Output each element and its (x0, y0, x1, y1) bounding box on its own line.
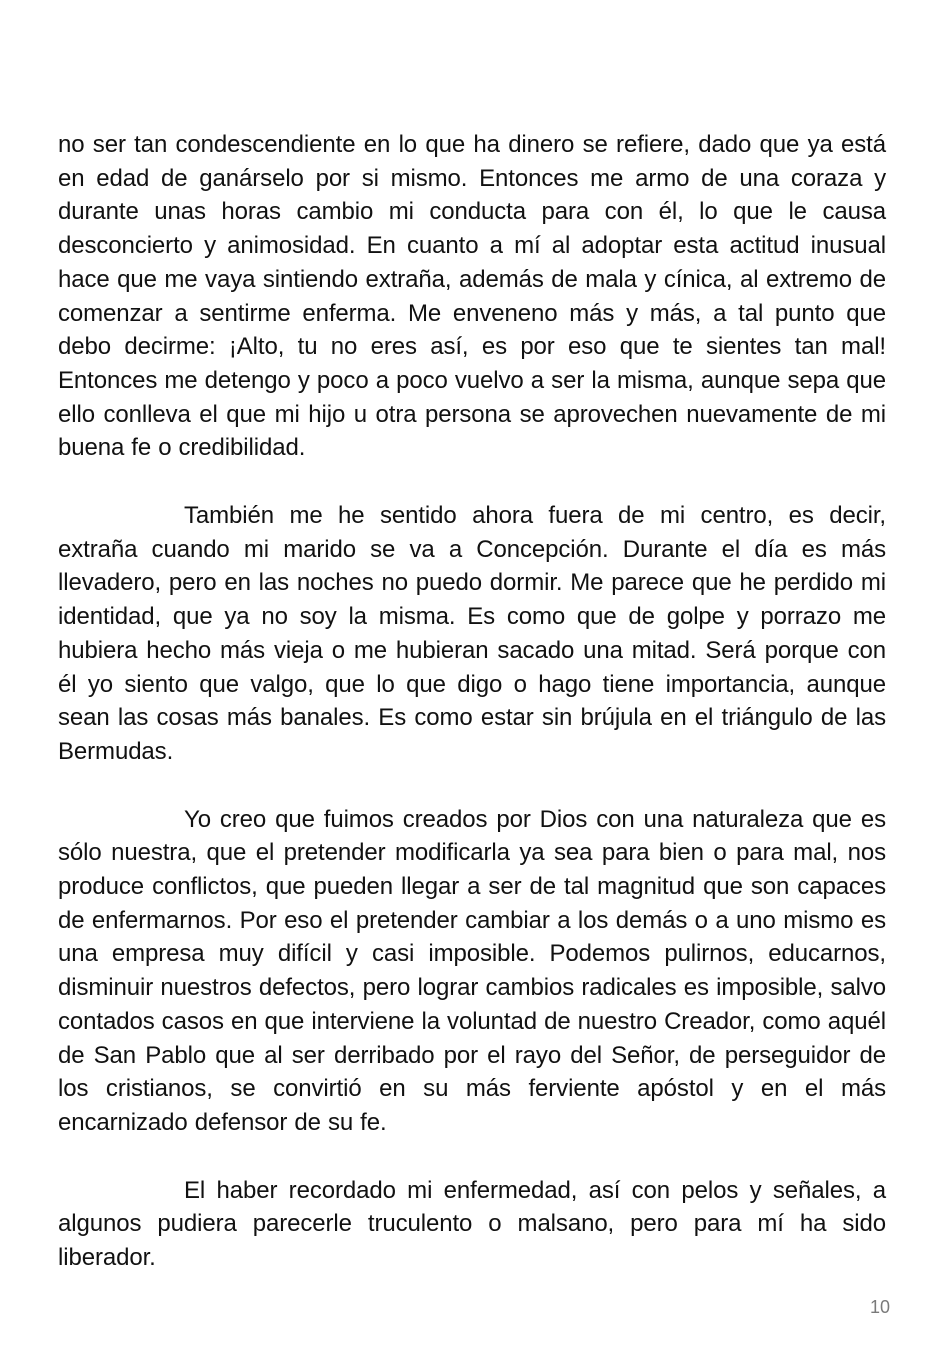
paragraph-4: El haber recordado mi enfermedad, así con pelos y señales, a algunos pudiera parecerle truculento o malsano, pero para mí ha sido liberador. (58, 1176, 886, 1272)
paragraph-3: Yo creo que fuimos creados por Dios con una naturaleza que es sólo nuestra, que el pretender modificarla ya sea para bien o para mal, nos produce conflictos, que pueden llegar a ser de tal magnitud que son capaces de enfermarnos. Por eso el pretender cambiar a los demás o a uno mismo es una empresa muy difícil y casi imposible. Podemos pulirnos, educarnos, disminuir nuestros defectos, pero lograr cambios radicales es imposible, salvo contados casos en que interviene la voluntad de nuestro Creador, como aquél de San Pablo que al ser derribado por el rayo del Señor, de perseguidor de los cristianos, se convirtió en su más ferviente apóstol y en el más encarnizado defensor de su fe. (58, 805, 886, 1136)
page-number: 10 (869, 1297, 890, 1317)
paragraph-1: no ser tan condescendiente en lo que ha dinero se refiere, dado que ya está en edad de ganárselo por si mismo. Entonces me armo de una coraza y durante unas horas cambio mi conducta para con él, lo que le causa desconcierto y animosidad. En cuanto a mí al adoptar esta actitud inusual hace que me vaya sintiendo extraña, además de mala y cínica, al extremo de comenzar a sentirme enferma. Me enveneno más y más, a tal punto que debo decirme: ¡Alto, tu no eres así, es por eso que te sientes tan mal! Entonces me detengo y poco a poco vuelvo a ser la misma, aunque sepa que ello conlleva el que mi hijo u otra persona se aprovechen nuevamente de mi buena fe o credibilidad. (58, 131, 886, 462)
paragraph-2: También me he sentido ahora fuera de mi centro, es decir, extraña cuando mi marido se va a Concepción. Durante el día es más llevadero, pero en las noches no puedo dormir. Me parece que he perdido mi identidad, que ya no soy la misma. Es como que de golpe y porrazo me hubiera hecho más vieja o me hubieran sacado una mitad. Será porque con él yo siento que valgo, que lo que digo o hago tiene importancia, aunque sean las cosas más banales. Es como estar sin brújula en el triángulo de las Bermudas. (58, 502, 886, 765)
page-body (58, 128, 886, 1275)
